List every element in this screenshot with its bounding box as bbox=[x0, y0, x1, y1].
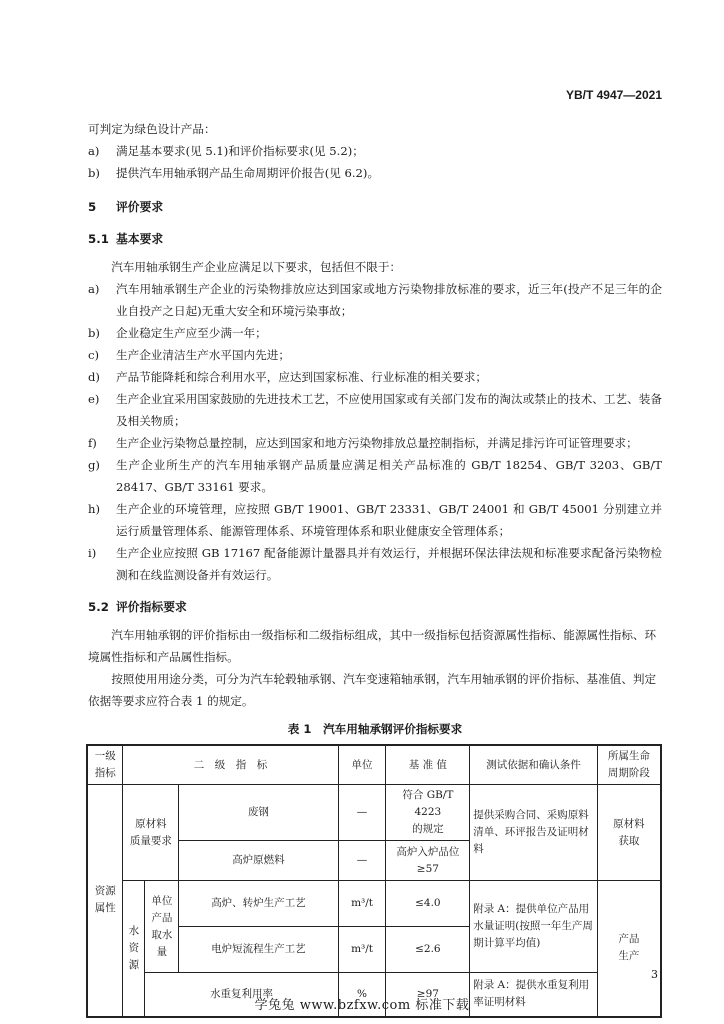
section-heading-5: 5 评价要求 bbox=[88, 200, 164, 214]
list-item: a) 满足基本要求(见 5.1)和评价指标要求(见 5.2)； bbox=[88, 144, 364, 158]
table-row: 资源 属性 原材料 质量要求 废钢 — 符合 GB/T 4223 的规定 提供采购合同、采购原料清单、环评报告及证明材料 原材料 获取 bbox=[87, 785, 661, 841]
header-stage: 所属生命 周期阶段 bbox=[597, 745, 661, 785]
standard-code: YB/T 4947—2021 bbox=[565, 88, 662, 102]
header-level2: 二 级 指 标 bbox=[123, 745, 338, 785]
page-number: 3 bbox=[651, 968, 658, 981]
water-sub: 单位 产品 取水 量 bbox=[145, 881, 179, 973]
intro-text: 可判定为绿色设计产品： bbox=[88, 122, 216, 136]
indicator-table bbox=[86, 744, 662, 1018]
header-basis: 测试依据和确认条件 bbox=[470, 745, 597, 785]
section-5-1-lead: 汽车用轴承钢生产企业应满足以下要求，包括但不限于： bbox=[111, 260, 402, 274]
list-item: d) 产品节能降耗和综合利用水平，应达到国家标准、行业标准的相关要求； bbox=[88, 370, 488, 384]
list-item: g) 生产企业所生产的汽车用轴承钢产品质量应满足相关产品标准的 GB/T 18254、GB/T 3203、GB/T 28417、GB/T 33161 要求。 bbox=[88, 458, 662, 494]
footer-watermark-text: 学兔兔 www.bzfxw.com 标准下载 bbox=[254, 998, 470, 1013]
list-item: e) 生产企业宜采用国家鼓励的先进技术工艺，不应使用国家或有关部门发布的淘汰或禁止的技术、工艺、装备及相关物质； bbox=[88, 392, 662, 428]
section-5-2-para1: 汽车用轴承钢的评价指标由一级指标和二级指标组成，其中一级指标包括资源属性指标、能源属性指标、环境属性指标和产品属性指标。 bbox=[88, 628, 657, 664]
table-caption: 表 1 汽车用轴承钢评价指标要求 bbox=[287, 722, 463, 736]
header-unit: 单位 bbox=[338, 745, 386, 785]
section-heading-5-1: 5.1 基本要求 bbox=[88, 232, 164, 246]
header-baseline: 基 准 值 bbox=[386, 745, 470, 785]
list-item: a) 汽车用轴承钢生产企业的污染物排放应达到国家或地方污染物排放标准的要求，近三年(投产不足三年的企业自投产之日起)无重大安全和环境污染事故； bbox=[88, 282, 662, 318]
table-row: 电炉短流程生产工艺 m³/t ≤2.6 bbox=[87, 927, 661, 973]
table-row: 水重复利用率 % ≥97 附录 A：提供水重复利用率证明材料 bbox=[87, 973, 661, 1017]
section-heading-5-2: 5.2 评价指标要求 bbox=[88, 600, 187, 614]
table-row: 高炉原燃料 — 高炉入炉品位 ≥57 bbox=[87, 841, 661, 881]
list-item: b) 提供汽车用轴承钢产品生命周期评价报告(见 6.2)。 bbox=[88, 166, 380, 180]
raw-material-group: 原材料 质量要求 bbox=[123, 785, 179, 881]
table-row: 水资 源 单位 产品 取水 量 高炉、转炉生产工艺 m³/t ≤4.0 附录 A：提供单位产品用水量证明(按照一年生产周期计算平均值) 产品 生产 bbox=[87, 881, 661, 927]
list-item: b) 企业稳定生产应至少满一年； bbox=[88, 326, 267, 340]
list-item: f) 生产企业污染物总量控制，应达到国家和地方污染物排放总量控制指标，并满足排污许可证管理要求； bbox=[88, 436, 638, 450]
water-group: 水资 源 bbox=[123, 881, 145, 1017]
section-5-2-para2: 按照使用用途分类，可分为汽车轮毂轴承钢、汽车变速箱轴承钢，汽车用轴承钢的评价指标、基准值、判定依据等要求应符合表 1 的规定。 bbox=[88, 672, 657, 708]
list-item: h) 生产企业的环境管理，应按照 GB/T 19001、GB/T 23331、GB/T 24001 和 GB/T 45001 分别建立并运行质量管理体系、能源管理体系、环境管理体系和职业健康安全管理体系； bbox=[88, 502, 662, 538]
header-level1: 一级 指标 bbox=[87, 745, 123, 785]
group-resource: 资源 属性 bbox=[87, 785, 123, 1017]
list-item: c) 生产企业清洁生产水平国内先进； bbox=[88, 348, 290, 362]
table-header-row bbox=[87, 745, 661, 785]
document-body bbox=[88, 118, 662, 1018]
list-item: i) 生产企业应按照 GB 17167 配备能源计量器具并有效运行，并根据环保法律法规和标准要求配备污染物检测和在线监测设备并有效运行。 bbox=[88, 546, 662, 582]
